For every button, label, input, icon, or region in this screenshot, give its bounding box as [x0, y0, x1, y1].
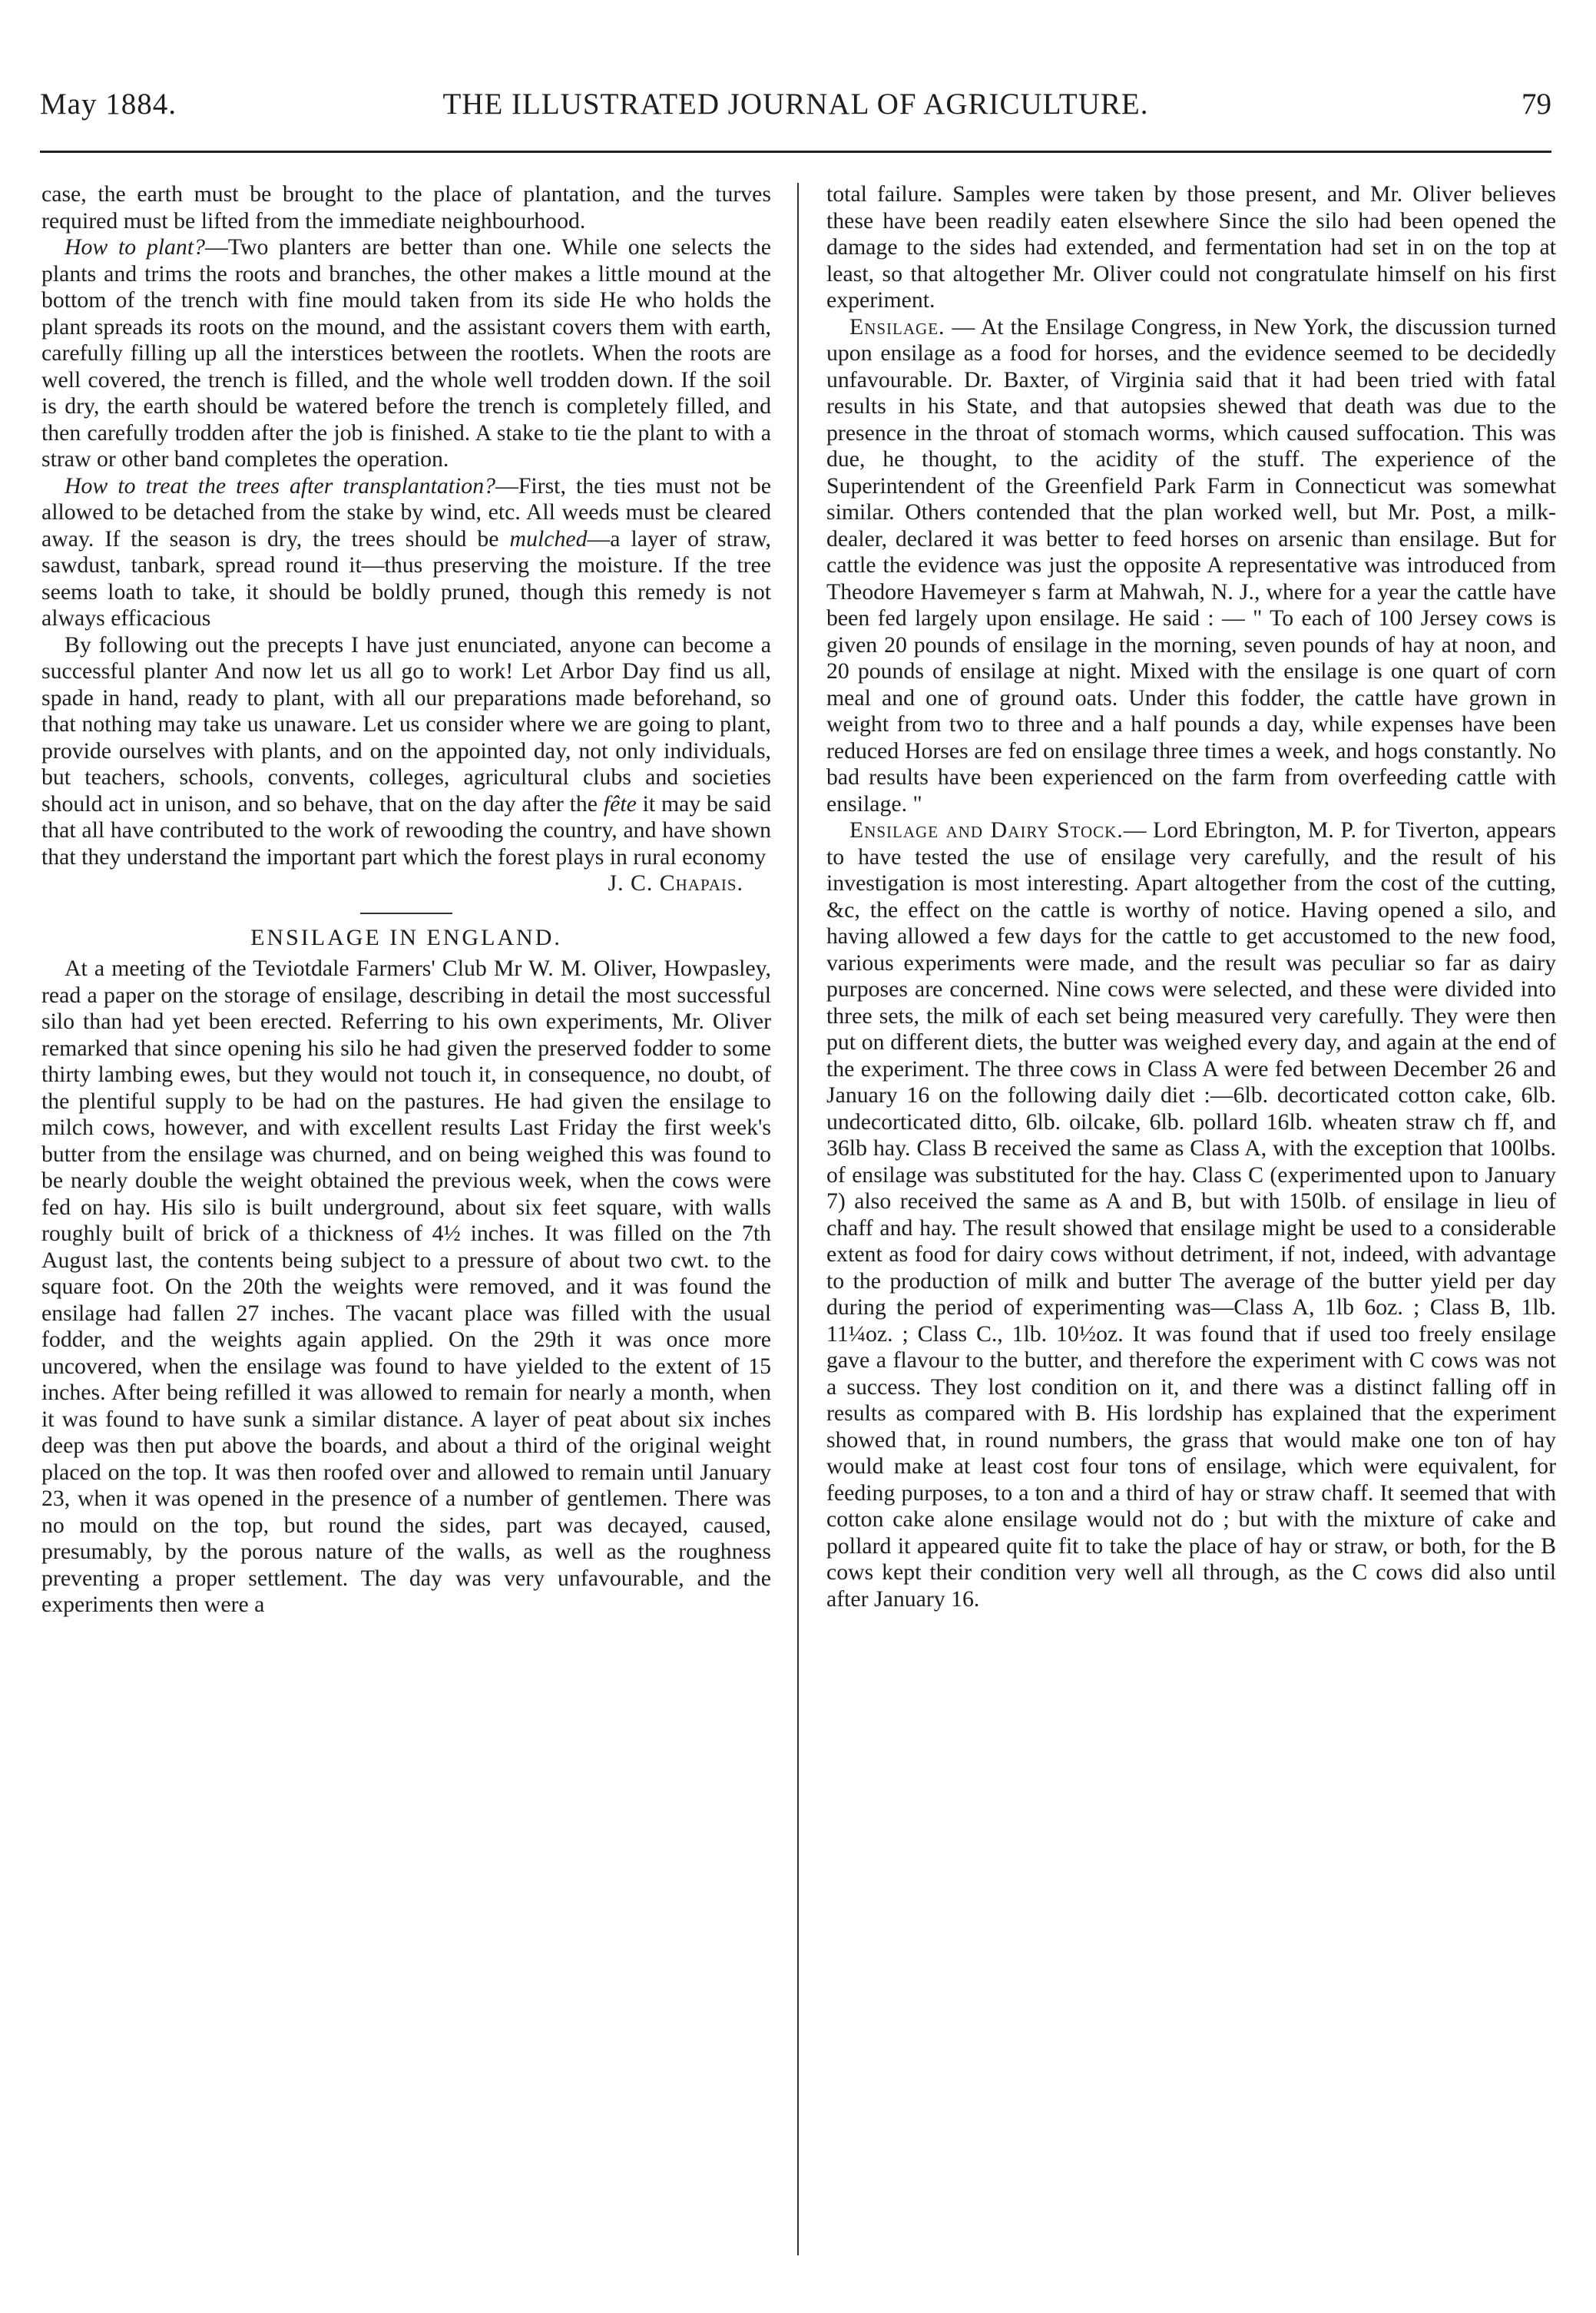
paragraph-ensilage-congress [826, 314, 1556, 818]
left-column [41, 181, 771, 1619]
dairy-stock-run-in-heading: Ensilage and Dairy Stock. [849, 817, 1124, 843]
how-to-plant-body: —Two planters are better than one. While one selects the plants and trims the roots and branches, the other makes a little mound at the bottom of the trench with fine mould taken from its side He who holds the plant spreads its roots on the mound, and the assistant covers them with earth, carefully filling up all the interstices between the rootlets. When the roots are well covered, the trench is filled, and the whole well trodden down. If the soil is dry, the earth should be watered before the trench is completely filled, and then carefully trodden after the job is finished. A stake to tie the plant to with a straw or other band completes the operation. [41, 234, 771, 472]
paragraph-ensilage-in-england: At a meeting of the Teviotdale Farmers' Club Mr W. M. Oliver, Howpasley, read a paper on the storage of ensilage, describing in detail the most successful silo than had yet been erected. Referring to his own experiments, Mr. Oliver remarked that since opening his silo he had given the preserved fodder to some thirty lambing ewes, but they would not touch it, in consequence, no doubt, of the plentiful supply to be had on the pastures. He had given the ensilage to milch cows, however, and with excellent results Last Friday the first week's butter from the ensilage was churned, and on being weighed this was found to be nearly double the weight obtained the previous week, when the cows were fed on hay. His silo is built underground, about six feet square, with walls roughly built of brick of a thickness of 4½ inches. It was filled on the 7th August last, the contents being subject to a pressure of about two cwt. to the square foot. On the 20th the weights were removed, and it was found the ensilage had fallen 27 inches. The vacant place was filled with the usual fodder, and the weights again applied. On the 29th it was once more uncovered, when the ensilage was found to have yielded to the extent of 15 inches. After being refilled it was allowed to remain for nearly a month, when it was found to have sunk a similar distance. A layer of peat about six inches deep was then put above the boards, and about a third of the original weight placed on the top. It was then roofed over and allowed to remain until January 23, when it was opened in the presence of a number of gentlemen. There was no mould on the top, but round the sides, part was decayed, caused, presumably, by the porous nature of the walls, as well as the roughness preventing a proper settlement. The day was very unfavourable, and the experiments then were a [41, 956, 771, 1617]
arbor-day-body: By following out the precepts I have just enunciated, anyone can become a successful planter And now let us all go to work! Let Arbor Day find us all, spade in hand, ready to plant, with all our preparations made beforehand, so that nothing may take us unaware. Let us consider where we are going to plant, provide ourselves with plants, and on the appointed day, not only individuals, but teachers, schools, convents, colleges, agricultural clubs and societies should act in unison, and so behave, that on the day after the [41, 631, 771, 817]
issue-date: May 1884. [40, 88, 177, 121]
paragraph-ensilage-dairy-stock [826, 817, 1556, 1612]
author-signature: J. C. Chapais. [608, 870, 743, 896]
mulched-term: mulched [509, 525, 588, 552]
header-rule [40, 151, 1551, 153]
fete-term: fête [603, 790, 637, 817]
right-column [826, 181, 1556, 1612]
page-number: 79 [1521, 88, 1551, 121]
dairy-stock-body: — Lord Ebrington, M. P. for Tiverton, appears to have tested the use of ensilage very carefully, and the result of his investigation is most interesting. Apart altogether from the cost of the cutting, &c, the effect on the cattle is worthy of notice. Having opened a silo, and having allowed a few days for the cattle to get accustomed to the new food, various experiments were made, and the result was peculiar so far as dairy purposes are concerned. Nine cows were selected, and these were divided into three sets, the milk of each set being measured very carefully. They were then put on different diets, the butter was weighed every day, and again at the end of the experiment. The three cows in Class A were fed between December 26 and January 16 on the following daily diet :—6lb. decorticated cotton cake, 6lb. undecorticated ditto, 6lb. oilcake, 6lb. pollard 16lb. wheaten straw ch ff, and 36lb hay. Class B received the same as Class A, with the exception that 100lbs. of ensilage was substituted for the hay. Class C (experimented upon to January 7) also received the same as A and B, but with 150lb. of ensilage in lieu of chaff and hay. The result showed that ensilage might be used to a considerable extent as food for dairy cows without detriment, if not, indeed, with advantage to the production of milk and butter The average of the butter yield per day during the period of experimenting was—Class A, 1lb 6oz. ; Class B, 1lb. 11¼oz. ; Class C., 1lb. 10½oz. It was found that if used too freely ensilage gave a flavour to the butter, and therefore the experiment with C cows was not a success. They lost condition on it, and there was a distinct falling off in results as compared with B. His lordship has explained that the experiment showed that, in round numbers, the grass that would make one ton of hay would make at least cost four tons of ensilage, which were equivalent, for feeding purposes, to a ton and a third of hay or straw chaff. It seemed that with cotton cake alone ensilage would not do ; but with the mixture of cake and pollard it appeared quite fit to take the place of hay or straw, or both, for the B cows kept their condition very well all through, as the C cows did also until after January 16. [826, 817, 1556, 1612]
journal-title: THE ILLUSTRATED JOURNAL OF AGRICULTURE. [442, 88, 1149, 121]
how-to-treat-body-1: —First, the ties must not be allowed to be detached from the stake by wind, etc. All weeds must be cleared away. If the season is dry, the trees should be [41, 472, 772, 552]
ensilage-congress-body: — At the Ensilage Congress, in New York, the discussion turned upon ensilage as a food for horses, and the evidence seemed to be decidedly unfavourable. Dr. Baxter, of Virginia said that it had been tried with fatal results in his State, and that autopsies shewed that death was due to the presence in the throat of stomach worms, which caused suffocation. This was due, he thought, to the acidity of the stuff. The experience of the Superintendent of the Greenfield Park Farm in Connecticut was somewhat similar. Others contended that the plan worked well, but Mr. Post, a milk-dealer, declared it was better to feed horses on arsenic than ensilage. But for cattle the evidence was just the opposite A representative was introduced from Theodore Havemeyer s farm at Mahwah, N. J., where for a year the cattle have been fed largely upon ensilage. He said : — " To each of 100 Jersey cows is given 20 pounds of ensilage in the morning, seven pounds of hay at noon, and 20 pounds of ensilage at night. Mixed with the ensilage is one quart of corn meal and one of ground oats. Under this fodder, the cattle have grown in weight from two to three and a half pounds a day, while expenses have been reduced Horses are fed on ensilage three times a week, and hogs constantly. No bad results have been experienced on the farm from overfeeding cattle with ensilage. " [826, 313, 1556, 817]
column-divider [797, 183, 799, 2255]
paragraph-how-to-treat [41, 473, 771, 632]
how-to-plant-heading: How to plant? [65, 234, 206, 260]
paragraph-arbor-day [41, 632, 771, 871]
article-heading-ensilage-in-england: ENSILAGE IN ENGLAND. [250, 924, 562, 950]
section-divider [360, 913, 452, 914]
journal-page [40, 83, 1556, 2295]
paragraph-how-to-plant [41, 234, 771, 473]
how-to-treat-heading: How to treat the trees after transplantation? [65, 472, 496, 499]
running-head [40, 83, 1551, 126]
arbor-day-body-end: it may be said that all have contributed to the work of rewooding the country, and have shown that they understand the important part which the forest plays in rural economy [41, 790, 771, 870]
paragraph-plantation-continued: case, the earth must be brought to the place of plantation, and the turves required must be lifted from the immediate neighbourhood. [41, 181, 771, 234]
how-to-treat-body-2: —a layer of straw, sawdust, tanbark, spread round it—thus preserving the moisture. If the tree seems loath to take, it should be boldly pruned, though this remedy is not always efficacious [41, 525, 771, 631]
ensilage-run-in-heading: Ensilage. [849, 313, 945, 340]
paragraph-oliver-continued: total failure. Samples were taken by those present, and Mr. Oliver believes these have been readily eaten elsewhere Since the silo had been opened the damage to the sides had extended, and fermentation had set in on the top at least, so that altogether Mr. Oliver could not congratulate himself on his first experiment. [826, 181, 1556, 313]
